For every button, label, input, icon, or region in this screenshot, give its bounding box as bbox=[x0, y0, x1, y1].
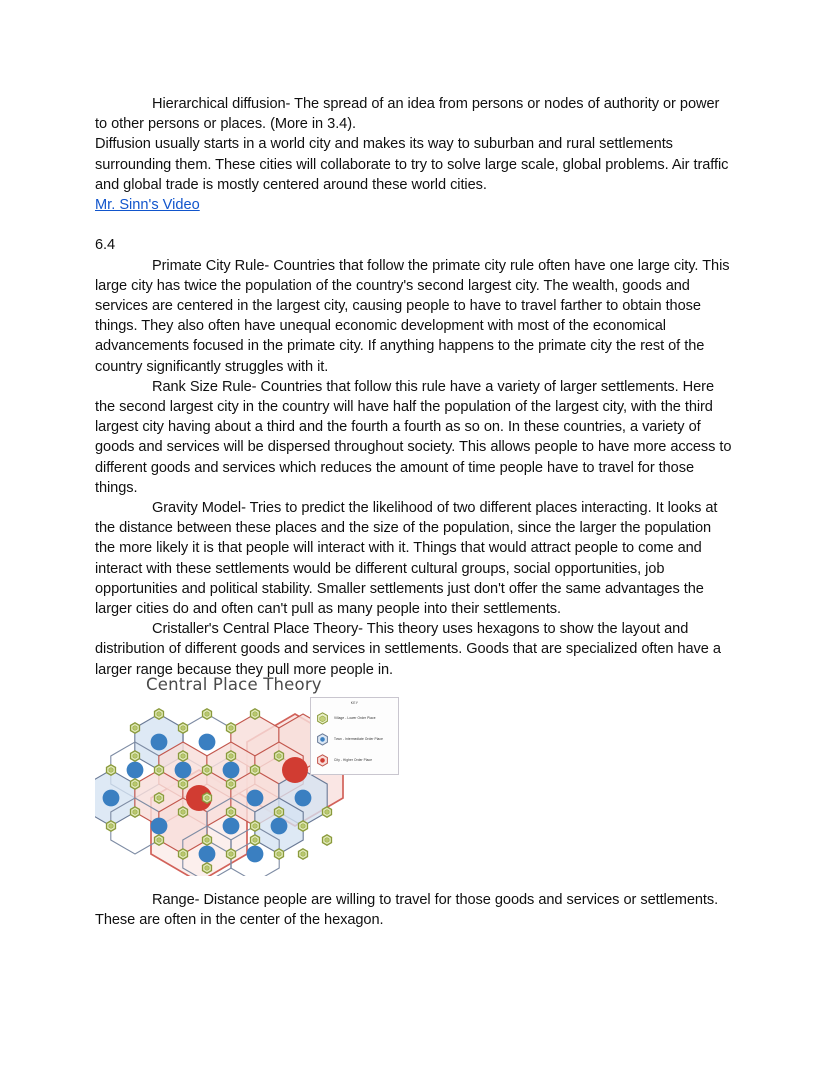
legend-label-village: Village - Lower Order Place bbox=[334, 715, 376, 720]
central-place-theory-figure bbox=[95, 668, 735, 883]
paragraph-diffusion-world-city: Diffusion usually starts in a world city and makes its way to suburban and rural settlements surrounding them. These cities will collaborate to try to solve large scale, global problems. Air traffic and global trade is mostly centered around these world cities. bbox=[95, 136, 729, 193]
blank-line bbox=[95, 215, 732, 235]
mr-sinns-video-link[interactable]: Mr. Sinn's Video bbox=[95, 197, 200, 214]
legend-row-village bbox=[316, 708, 396, 728]
paragraph-hierarchical-diffusion: Hierarchical diffusion- The spread of an idea from persons or nodes of authority or power to other persons or places. (More in 3.4). bbox=[95, 96, 720, 133]
figure-legend bbox=[310, 697, 399, 775]
paragraph-rank-size-rule: Rank Size Rule- Countries that follow this rule have a variety of larger settlements. Here the second largest city in the country will have half the population of the largest city, with the third largest city having about a third and the fourth a fourth as so on. In these countries, a variety of goods and services will be dispersed throughout society. This allows people to have more access to different goods and services which reduces the amount of time people have to travel for those things. bbox=[95, 378, 732, 496]
city-hexagon-icon bbox=[316, 754, 329, 767]
village-hexagon-icon bbox=[316, 712, 329, 725]
legend-title: KEY bbox=[350, 701, 359, 705]
legend-row-town bbox=[316, 729, 396, 749]
legend-label-town: Town - Intermediate Order Place bbox=[334, 736, 383, 741]
paragraph-primate-city-rule: Primate City Rule- Countries that follow the primate city rule often have one large city. This large city has twice the population of the country's second largest city. The wealth, goods and services are centered in the largest city, causing people to have to travel farther to obtain those things. They also often have unequal economic development with most of the economical advancements focused in the primate city. If anything happens to the primate city the rest of the country significantly struggles with it. bbox=[95, 257, 730, 375]
legend-row-city bbox=[316, 750, 396, 770]
paragraph-gravity-model: Gravity Model- Tries to predict the likelihood of two different places interacting. It looks at the distance between these places and the size of the population, since the larger the population the more likely it is that people will interact with it. Things that would attract people to come and interact with these settlements would be different cultural groups, social opportunities, job opportunities and political stability. Smaller settlements just don't offer the same advantages the larger cities do and often can't pull as many people into their settlements. bbox=[95, 500, 718, 618]
section-number-6-4: 6.4 bbox=[95, 237, 116, 254]
paragraph-range: Range- Distance people are willing to travel for those goods and services or settlements. These are often in the center of the hexagon. bbox=[95, 892, 719, 929]
document-text-closing bbox=[95, 890, 732, 930]
town-hexagon-icon bbox=[316, 733, 329, 746]
document-text-body bbox=[95, 94, 732, 680]
figure-title: Central Place Theory bbox=[146, 675, 322, 694]
paragraph-central-place-theory: Cristaller's Central Place Theory- This theory uses hexagons to show the layout and distribution of different goods and services in settlements. Goods that are specialized often have a larger range because they pull more people in. bbox=[95, 621, 721, 678]
legend-label-city: City - Higher Order Place bbox=[334, 757, 373, 762]
